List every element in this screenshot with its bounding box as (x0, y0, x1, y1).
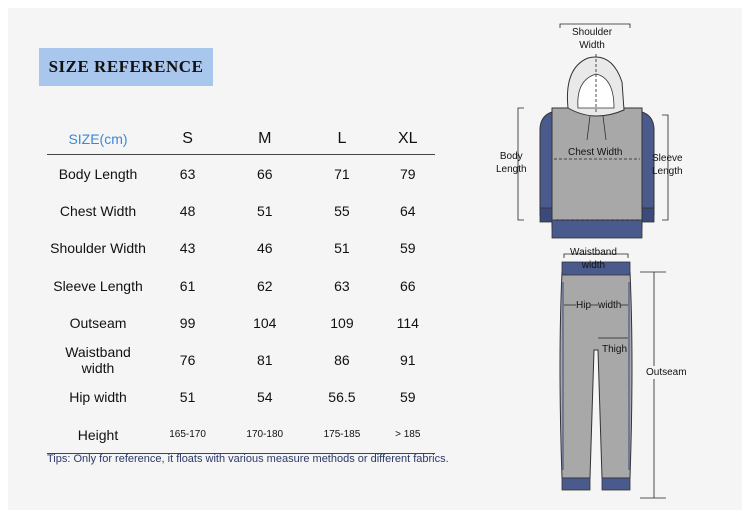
table-cell: 63 (334, 277, 350, 294)
table-row (47, 267, 435, 304)
size-header: M (226, 124, 303, 155)
sleeve-length-label (652, 152, 683, 178)
table-cell: 170-180 (226, 416, 303, 454)
hip-label: Hip (576, 300, 592, 311)
table-cell: 104 (253, 314, 277, 331)
table-cell: 48 (179, 202, 196, 219)
table-cell: 76 (179, 352, 196, 369)
title-banner (39, 48, 213, 86)
table-row (47, 379, 435, 416)
table-row (47, 155, 435, 193)
table-cell: 59 (399, 389, 416, 406)
measure-name: Hip width (69, 389, 127, 406)
table-row (47, 304, 435, 341)
tips-note: Tips: Only for reference, it floats with various measure methods or different fabrics. (47, 453, 449, 465)
table-cell: 66 (399, 277, 416, 294)
table-cell: 55 (334, 202, 350, 219)
thigh-label: Thigh (602, 344, 628, 355)
waistband-width-label (570, 246, 617, 272)
table-cell: 64 (399, 202, 416, 219)
table-cell: 79 (399, 165, 416, 182)
table-cell: 63 (179, 165, 196, 182)
table-cell: 175-185 (303, 416, 380, 454)
table-row (47, 192, 435, 229)
measure-name: Shoulder Width (50, 240, 146, 257)
size-table (47, 124, 435, 454)
shoulder-width-label (572, 26, 612, 52)
table-cell: 56.5 (328, 389, 356, 406)
table-row (47, 416, 435, 454)
table-cell: 59 (399, 240, 416, 257)
table-cell: 71 (334, 165, 350, 182)
table-cell: 81 (256, 352, 273, 369)
measure-name: Body Length (58, 165, 138, 182)
table-cell: 51 (334, 240, 350, 257)
table-cell: 91 (399, 352, 416, 369)
table-cell: 109 (330, 314, 354, 331)
table-cell: 62 (256, 277, 273, 294)
table-cell: > 185 (381, 416, 435, 454)
label-line: Waistband (570, 247, 617, 258)
table-cell: 51 (256, 202, 273, 219)
label-line: Width (579, 40, 605, 51)
unit-header: SIZE(cm) (47, 124, 149, 155)
chest-width-label: Chest Width (568, 147, 623, 158)
label-line: Length (496, 164, 527, 175)
table-cell: 43 (179, 240, 196, 257)
outseam-label: Outseam (646, 367, 687, 378)
size-header: XL (381, 124, 435, 155)
hoodie-illustration (518, 24, 668, 238)
table-row (47, 230, 435, 267)
table-cell: 61 (179, 277, 196, 294)
garment-diagram (490, 20, 740, 510)
label-line: Shoulder (572, 27, 613, 38)
label-line: width (581, 260, 606, 271)
page-title: SIZE REFERENCE (48, 57, 204, 76)
table-cell: 54 (256, 389, 273, 406)
size-header: S (149, 124, 226, 155)
measure-name: Chest Width (59, 202, 137, 219)
label-line: Body (499, 151, 523, 162)
table-cell: 86 (334, 352, 350, 369)
table-header-row (47, 124, 435, 155)
size-header: L (303, 124, 380, 155)
table-cell: 114 (396, 314, 419, 331)
label-line: Length (652, 166, 683, 177)
table-row (47, 341, 435, 378)
table-cell: 46 (256, 240, 273, 257)
hip-width-label: width (598, 300, 622, 311)
measure-name: Sleeve Length (53, 277, 143, 294)
label-line: Sleeve (652, 153, 683, 164)
table-cell: 99 (179, 314, 196, 331)
table-cell: 165-170 (149, 416, 226, 454)
measure-name: Outseam (69, 314, 127, 331)
table-cell: 66 (256, 165, 273, 182)
body-length-label (496, 150, 527, 176)
measure-name: Waistband width (65, 344, 131, 377)
measure-name: Height (47, 416, 149, 454)
table-cell: 51 (179, 389, 196, 406)
